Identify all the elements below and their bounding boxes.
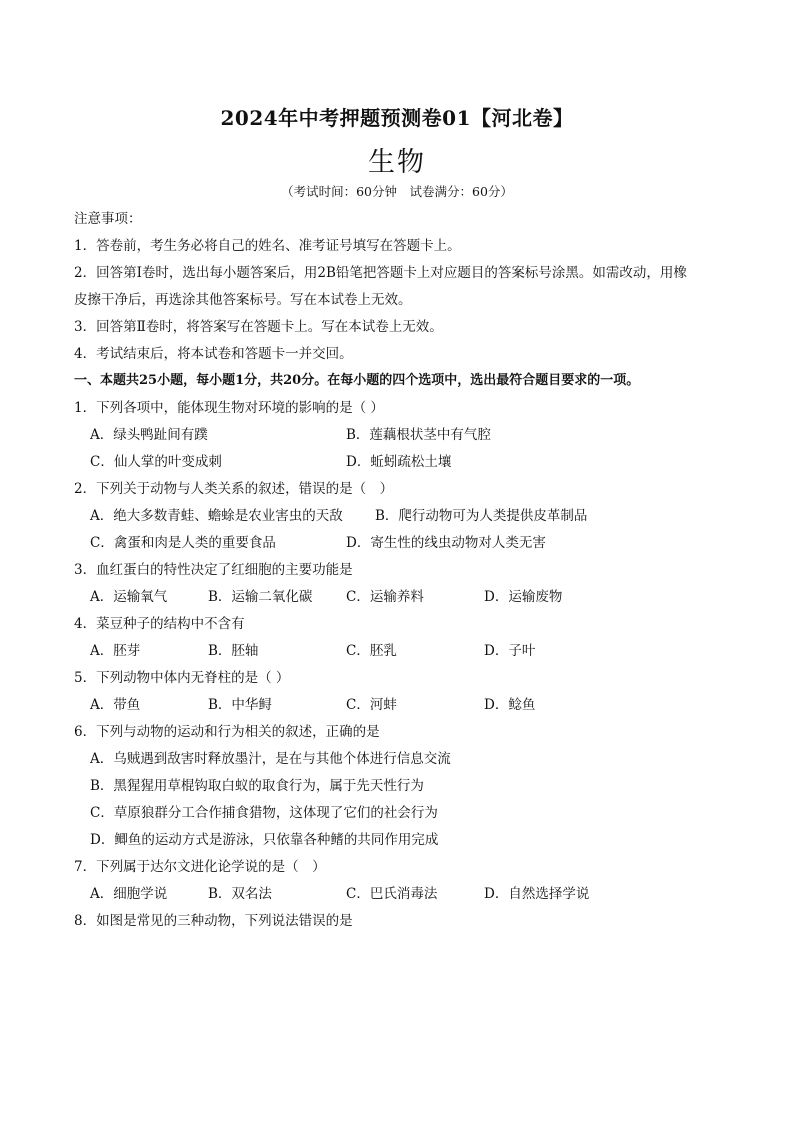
option-d: D．寄生性的线虫动物对人类无害 xyxy=(346,535,546,551)
option-b: B．运输二氧化碳 xyxy=(208,589,313,605)
option-c: C．仙人掌的叶变成刺 xyxy=(90,454,222,470)
question-stem: 8．如图是常见的三种动物，下列说法错误的是 xyxy=(74,913,353,929)
section-heading: 一、本题共25小题，每小题1分，共20分。在每小题的四个选项中，选出最符合题目要求的一项。 xyxy=(74,373,640,388)
option-d: D．运输废物 xyxy=(484,589,563,605)
option-c: C．禽蛋和肉是人类的重要食品 xyxy=(90,535,276,551)
option-a: A．绿头鸭趾间有蹼 xyxy=(90,427,208,443)
notice-item: 3．回答第Ⅱ卷时，将答案写在答题卡上。写在本试卷上无效。 xyxy=(74,319,443,335)
option-d: D．鲶鱼 xyxy=(484,697,536,713)
option-d: D．鲫鱼的运动方式是游泳，只依靠各种鳍的共同作用完成 xyxy=(90,832,439,848)
question-stem: 3．血红蛋白的特性决定了红细胞的主要功能是 xyxy=(74,562,353,578)
notice-item: 1．答卷前，考生务必将自己的姓名、准考证号填写在答题卡上。 xyxy=(74,238,461,254)
option-c: C．胚乳 xyxy=(346,643,397,659)
option-a: A．运输氧气 xyxy=(90,589,168,605)
exam-title: 2024年中考押题预测卷01【河北卷】 xyxy=(220,106,574,130)
option-b: B．爬行动物可为人类提供皮革制品 xyxy=(375,508,588,524)
option-c: C．河蚌 xyxy=(346,697,397,713)
option-b: B．莲藕根状茎中有气腔 xyxy=(346,427,491,443)
notice-item: 4．考试结束后，将本试卷和答题卡一并交回。 xyxy=(74,346,353,362)
notice-item: 2．回答第Ⅰ卷时，选出每小题答案后，用2B铅笔把答题卡上对应题目的答案标号涂黑。如需改动，用橡 xyxy=(74,265,687,281)
question-stem: 1．下列各项中，能体现生物对环境的影响的是（ ） xyxy=(74,400,384,416)
option-a: A．胚芽 xyxy=(90,643,141,659)
question-stem: 7．下列属于达尔文进化论学说的是（ ） xyxy=(74,859,326,875)
option-c: C．巴氏消毒法 xyxy=(346,886,438,902)
option-c: C．运输养料 xyxy=(346,589,424,605)
option-a: A．细胞学说 xyxy=(90,886,168,902)
option-d: D．蚯蚓疏松土壤 xyxy=(346,454,452,470)
option-c: C．草原狼群分工合作捕食猎物，这体现了它们的社会行为 xyxy=(90,805,438,821)
question-stem: 6．下列与动物的运动和行为相关的叙述，正确的是 xyxy=(74,724,380,740)
question-stem: 5．下列动物中体内无脊柱的是（ ） xyxy=(74,670,290,686)
option-a: A．绝大多数青蛙、蟾蜍是农业害虫的天敌 xyxy=(90,508,343,524)
question-stem: 4．菜豆种子的结构中不含有 xyxy=(74,616,245,632)
option-b: B．双名法 xyxy=(208,886,272,902)
exam-info: （考试时间：60分钟 试卷满分：60分） xyxy=(281,184,513,199)
option-a: A．乌贼遇到敌害时释放墨汁，是在与其他个体进行信息交流 xyxy=(90,751,451,767)
notice-heading: 注意事项： xyxy=(74,211,142,227)
option-d: D．自然选择学说 xyxy=(484,886,590,902)
option-b: B．中华鲟 xyxy=(208,697,272,713)
option-a: A．带鱼 xyxy=(90,697,141,713)
option-b: B．黑猩猩用草棍钩取白蚁的取食行为，属于先天性行为 xyxy=(90,778,424,794)
option-b: B．胚轴 xyxy=(208,643,259,659)
question-stem: 2．下列关于动物与人类关系的叙述，错误的是（ ） xyxy=(74,481,394,497)
notice-item: 皮擦干净后，再选涂其他答案标号。写在本试卷上无效。 xyxy=(74,292,412,308)
option-d: D．子叶 xyxy=(484,643,536,659)
subject-title: 生物 xyxy=(368,147,426,178)
